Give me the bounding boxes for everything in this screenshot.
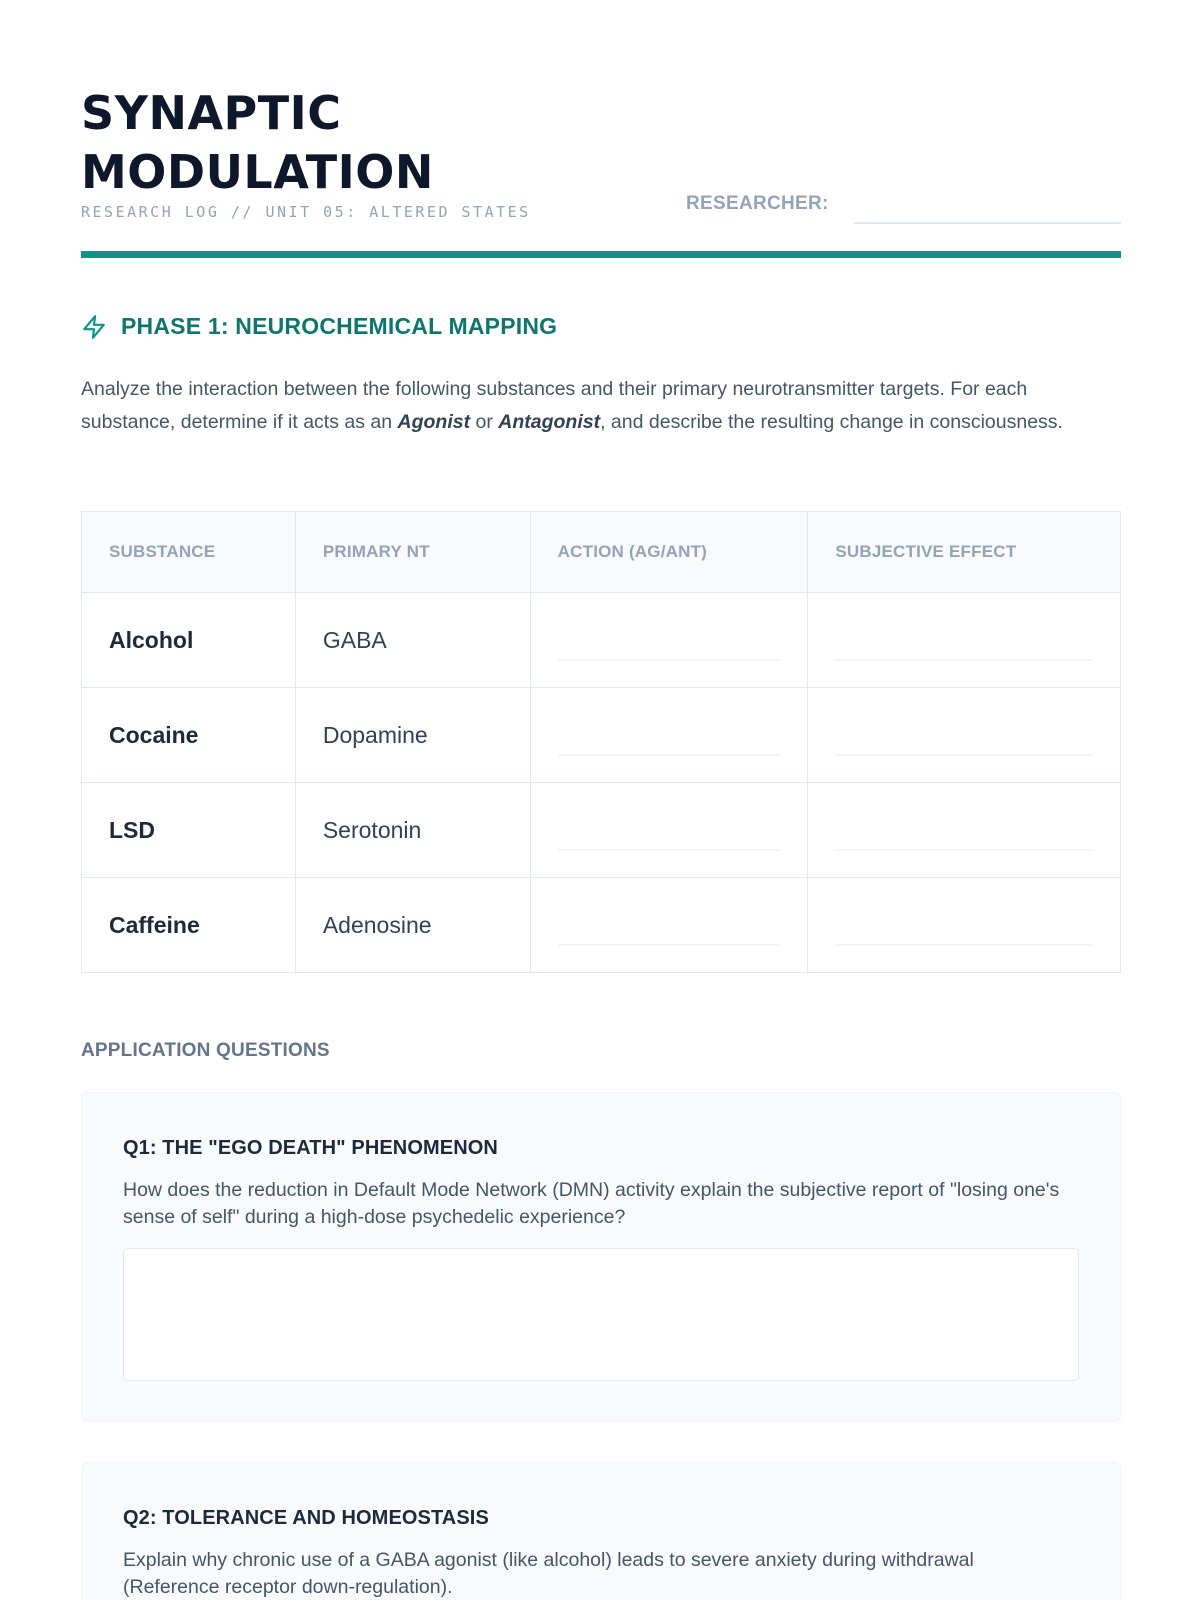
nt-cell: Dopamine	[295, 688, 530, 783]
phase-heading	[81, 313, 557, 340]
header	[81, 0, 1121, 260]
column-header-primary-nt: PRIMARY NT	[295, 512, 530, 593]
intro-text-or: or	[470, 410, 499, 433]
agonist-term: Agonist	[397, 410, 471, 433]
substance-cell: LSD	[82, 783, 296, 878]
question-text: How does the reduction in Default Mode Network (DMN) activity explain the subjective report of "losing one's sense of self" during a high-dose psychedelic experience?	[123, 1179, 1060, 1228]
header-divider	[81, 251, 1121, 258]
answer-box-q1[interactable]	[123, 1248, 1079, 1381]
table-row	[82, 783, 1121, 878]
question-card-q1	[81, 1092, 1121, 1422]
lightning-bolt-icon	[81, 314, 107, 340]
application-questions-label: APPLICATION QUESTIONS	[81, 1040, 330, 1061]
answer-line	[558, 659, 781, 661]
answer-line	[835, 659, 1093, 661]
table-row	[82, 878, 1121, 973]
column-header-action: ACTION (AG/ANT)	[530, 512, 808, 593]
phase-title: PHASE 1: NEUROCHEMICAL MAPPING	[121, 313, 558, 339]
researcher-input[interactable]	[854, 222, 1121, 224]
antagonist-term: Antagonist	[498, 410, 601, 433]
intro-text-2: , and describe the resulting change in consciousness.	[600, 410, 1063, 433]
effect-answer-cell[interactable]	[808, 593, 1121, 688]
substance-cell: Alcohol	[82, 593, 296, 688]
nt-cell: Serotonin	[295, 783, 530, 878]
question-text: Explain why chronic use of a GABA agonist (like alcohol) leads to severe anxiety during withdrawal (Reference receptor down-regulation).	[123, 1549, 974, 1598]
effect-answer-cell[interactable]	[808, 688, 1121, 783]
action-answer-cell[interactable]	[530, 593, 808, 688]
answer-line	[835, 944, 1093, 946]
neurotransmitter-table	[81, 511, 1121, 973]
question-title: Q2: TOLERANCE AND HOMEOSTASIS	[123, 1507, 489, 1529]
intro-text-1: Analyze the interaction between the following substances and their primary neurotransmitter targets. For each substance, determine if it acts as an	[81, 378, 1028, 433]
question-card-q2	[81, 1462, 1121, 1600]
phase-instructions	[81, 373, 1126, 438]
substance-cell: Caffeine	[82, 878, 296, 973]
effect-answer-cell[interactable]	[808, 878, 1121, 973]
substance-cell: Cocaine	[82, 688, 296, 783]
column-header-substance: SUBSTANCE	[82, 512, 296, 593]
answer-line	[835, 849, 1093, 851]
table-header-row	[82, 512, 1121, 593]
nt-cell: GABA	[295, 593, 530, 688]
researcher-label: RESEARCHER:	[686, 193, 829, 214]
table-row	[82, 688, 1121, 783]
worksheet-page	[81, 0, 1121, 1598]
table-row	[82, 593, 1121, 688]
page-title	[81, 84, 434, 202]
nt-cell: Adenosine	[295, 878, 530, 973]
column-header-subjective-effect: SUBJECTIVE EFFECT	[808, 512, 1121, 593]
title-line-1: SYNAPTIC	[81, 86, 342, 140]
title-line-2: MODULATION	[81, 145, 434, 199]
answer-line	[835, 754, 1093, 756]
page-subtitle: RESEARCH LOG // UNIT 05: ALTERED STATES	[81, 203, 531, 221]
answer-line	[558, 944, 781, 946]
question-title: Q1: THE "EGO DEATH" PHENOMENON	[123, 1137, 498, 1159]
answer-line	[558, 849, 781, 851]
answer-line	[558, 754, 781, 756]
action-answer-cell[interactable]	[530, 688, 808, 783]
effect-answer-cell[interactable]	[808, 783, 1121, 878]
action-answer-cell[interactable]	[530, 878, 808, 973]
action-answer-cell[interactable]	[530, 783, 808, 878]
